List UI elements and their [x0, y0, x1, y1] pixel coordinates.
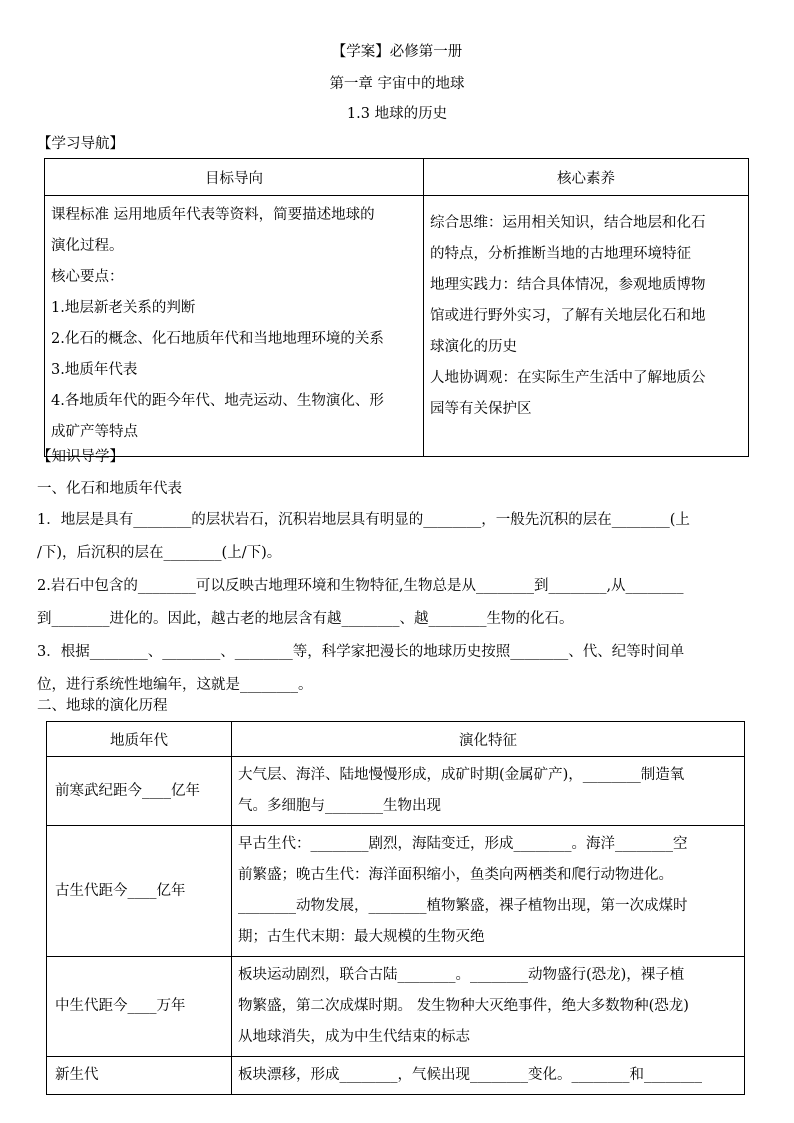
feature-line: 从地球消失，成为中生代结束的标志 [238, 1029, 470, 1045]
evolution-table [46, 721, 745, 1095]
era-precambrian: 前寒武纪距今____亿年 [47, 757, 232, 826]
era-mesozoic: 中生代距今____万年 [47, 957, 232, 1057]
question-2-line-1: 2.岩石中包含的________可以反映古地理环境和生物特征,生物总是从________到________,从________ [37, 578, 684, 594]
question-3-line-2: 位，进行系统性地编年，这就是________。 [37, 677, 313, 693]
table-row [47, 757, 745, 826]
goal-line: 1.地层新老关系的判断 [51, 300, 196, 316]
feature-line: 前繁盛；晚古生代：海洋面积缩小，鱼类向两栖类和爬行动物进化。 [238, 867, 673, 883]
section-one-heading: 一、化石和地质年代表 [37, 481, 182, 497]
col-literacy-header: 核心素养 [424, 159, 749, 196]
question-1-line-1: 1．地层是具有________的层状岩石，沉积岩地层具有明显的________，一般先沉积的层在________(上 [37, 512, 690, 528]
lesson-title: 1.3 地球的历史 [346, 106, 448, 122]
learning-nav-table [44, 158, 749, 457]
goal-line: 演化过程。 [51, 238, 124, 254]
literacy-line: 园等有关保护区 [430, 401, 532, 417]
doc-label: 【学案】必修第一册 [331, 44, 463, 60]
goal-line: 2.化石的概念、化石地质年代和当地地理环境的关系 [51, 331, 384, 347]
knowledge-section-title: 【知识导学】 [37, 449, 124, 465]
col-features-header: 演化特征 [232, 722, 745, 757]
feature-line: 板块漂移，形成________，气候出现________变化。________和________ [238, 1067, 702, 1083]
era-paleozoic: 古生代距今____亿年 [47, 826, 232, 957]
question-block [37, 504, 757, 702]
col-era-header: 地质年代 [47, 722, 232, 757]
literacy-line: 馆或进行野外实习，了解有关地层化石和地 [430, 308, 706, 324]
table-row [47, 1057, 745, 1095]
question-1-line-2: /下)，后沉积的层在________(上/下)。 [37, 545, 282, 561]
goal-line: 成矿产等特点 [51, 424, 138, 440]
literacy-line: 人地协调观：在实际生产生活中了解地质公 [430, 370, 706, 386]
goal-cell [45, 196, 424, 457]
feature-line: 气。多细胞与________生物出现 [238, 798, 441, 814]
nav-section-title: 【学习导航】 [37, 136, 124, 152]
literacy-line: 地理实践力：结合具体情况，参观地质博物 [430, 277, 706, 293]
era-cenozoic: 新生代 [47, 1057, 232, 1095]
literacy-cell [424, 196, 749, 457]
table-row [47, 957, 745, 1057]
literacy-line: 综合思维：运用相关知识，结合地层和化石 [430, 215, 706, 231]
features-cell [232, 757, 745, 826]
question-3-line-1: 3．根据________、________、________等，科学家把漫长的地球历史按照________、代、纪等时间单 [37, 644, 685, 660]
feature-line: 板块运动剧烈，联合古陆________。________动物盛行(恐龙)，裸子植 [238, 967, 685, 983]
col-goal-header: 目标导向 [45, 159, 424, 196]
goal-line: 4.各地质年代的距今年代、地壳运动、生物演化、形 [51, 393, 384, 409]
features-cell [232, 826, 745, 957]
feature-line: ________动物发展，________植物繁盛，裸子植物出现，第一次成煤时 [238, 898, 688, 914]
literacy-line: 球演化的历史 [430, 339, 517, 355]
table-row [47, 826, 745, 957]
features-cell [232, 957, 745, 1057]
features-cell [232, 1057, 745, 1095]
goal-line: 3.地质年代表 [51, 362, 138, 378]
feature-line: 物繁盛，第二次成煤时期。 发生物种大灭绝事件，绝大多数物种(恐龙) [238, 998, 689, 1014]
goal-line: 课程标准 运用地质年代表等资料，简要描述地球的 [51, 207, 375, 223]
literacy-line: 的特点，分析推断当地的古地理环境特征 [430, 246, 691, 262]
feature-line: 大气层、海洋、陆地慢慢形成，成矿时期(金属矿产)，________制造氧 [238, 767, 685, 783]
feature-line: 期；古生代末期：最大规模的生物灭绝 [238, 929, 485, 945]
chapter-title: 第一章 宇宙中的地球 [329, 76, 465, 92]
question-2-line-2: 到________进化的。因此，越古老的地层含有越________、越________生物的化石。 [37, 611, 574, 627]
section-two-heading: 二、地球的演化历程 [37, 698, 168, 714]
goal-line: 核心要点： [51, 269, 124, 285]
feature-line: 早古生代：________剧烈，海陆变迁，形成________。海洋________空 [238, 836, 688, 852]
